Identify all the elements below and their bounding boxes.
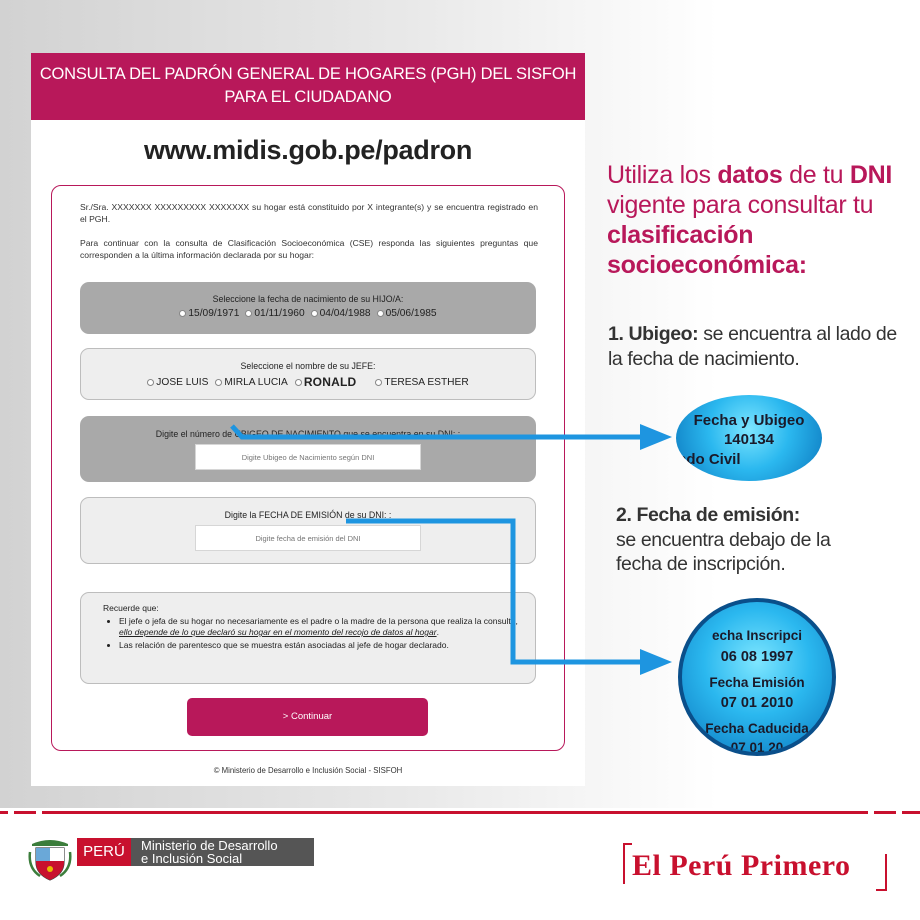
dni-zoom-ubigeo: Fecha y Ubigeo 140134 ado Civil — [676, 395, 822, 481]
intro-registered: Sr./Sra. XXXXXXX XXXXXXXXX XXXXXXX su hogar está constituido por X integrante(s) y se encuentra registrado en el PGH. — [80, 202, 538, 224]
option-jefe-1[interactable]: JOSE LUIS — [147, 375, 208, 389]
step-ubigeo: 1. Ubigeo: se encuentra al lado de la fecha de nacimiento. — [608, 323, 897, 370]
question-hijo-title: Seleccione la fecha de nacimiento de su HIJO/A: — [212, 294, 404, 304]
intro-instructions: Para continuar con la consulta de Clasificación Socioeconómica (CSE) responda las siguientes preguntas que corresponden a la última información declarada por su hogar: — [80, 238, 538, 260]
remember-bullet-1: • El jefe o jefa de su hogar no necesariamente es el padre o la madre de la persona que realiza la consulta, ello depende de lo que declaró su hogar en el momento del recojo de datos al hogar. — [119, 616, 523, 639]
ministry-logo: Ministerio de Desarrollo e Inclusión Social — [131, 838, 314, 866]
el-peru-primero-logo: El Perú Primero — [618, 842, 891, 892]
step-fecha-emision: 2. Fecha de emisión: se encuentra debajo de la fecha de inscripción. — [616, 504, 831, 575]
continue-button[interactable]: > Continuar — [187, 698, 428, 736]
header-line-2: PARA EL CIUDADANO — [224, 88, 392, 106]
padron-url: www.midis.gob.pe/padron — [143, 135, 473, 165]
option-birthdate-3[interactable]: 04/04/1988 — [311, 308, 371, 319]
peru-coat-of-arms-icon — [28, 838, 72, 882]
arrow-to-fecha-emision — [346, 521, 672, 675]
arrow-to-ubigeo — [232, 424, 672, 450]
option-birthdate-2[interactable]: 01/11/1960 — [245, 308, 304, 319]
question-jefe-title: Seleccione el nombre de su JEFE: — [240, 361, 376, 371]
option-birthdate-1[interactable]: 15/09/1971 — [179, 308, 239, 319]
headline: Utiliza los datos de tu DNI vigente para consultar tu clasificación socioeconómica: — [607, 161, 893, 279]
peru-logo: PERÚ — [77, 838, 131, 866]
dni-zoom-fecha-emision: echa Inscripci 06 08 1997 Fecha Emisión 07 01 2010 Fecha Caducida 07 01 20 — [678, 598, 836, 756]
option-birthdate-4[interactable]: 05/06/1985 — [377, 308, 437, 319]
remember-title: Recuerde que: — [103, 603, 159, 613]
option-jefe-4[interactable]: TERESA ESTHER — [375, 375, 468, 389]
option-jefe-2[interactable]: MIRLA LUCIA — [215, 375, 287, 389]
header-line-1: CONSULTA DEL PADRÓN GENERAL DE HOGARES (PGH) DEL SISFOH — [39, 65, 577, 83]
question-fecha-emision-title: Digite la FECHA DE EMISIÓN de su DNI: : — [224, 510, 392, 520]
remember-bullet-2: • Las relación de parentesco que se muestra están asociadas al jefe de hogar declarado. — [119, 640, 523, 652]
panel-footer: © Ministerio de Desarrollo e Inclusión Social - SISFOH — [213, 766, 403, 775]
question-ubigeo-title: Digite el número de UBIGEO DE NACIMIENTO que se encuentra en su DNI: : — [155, 429, 461, 439]
option-jefe-3[interactable]: RONALD — [295, 375, 357, 389]
